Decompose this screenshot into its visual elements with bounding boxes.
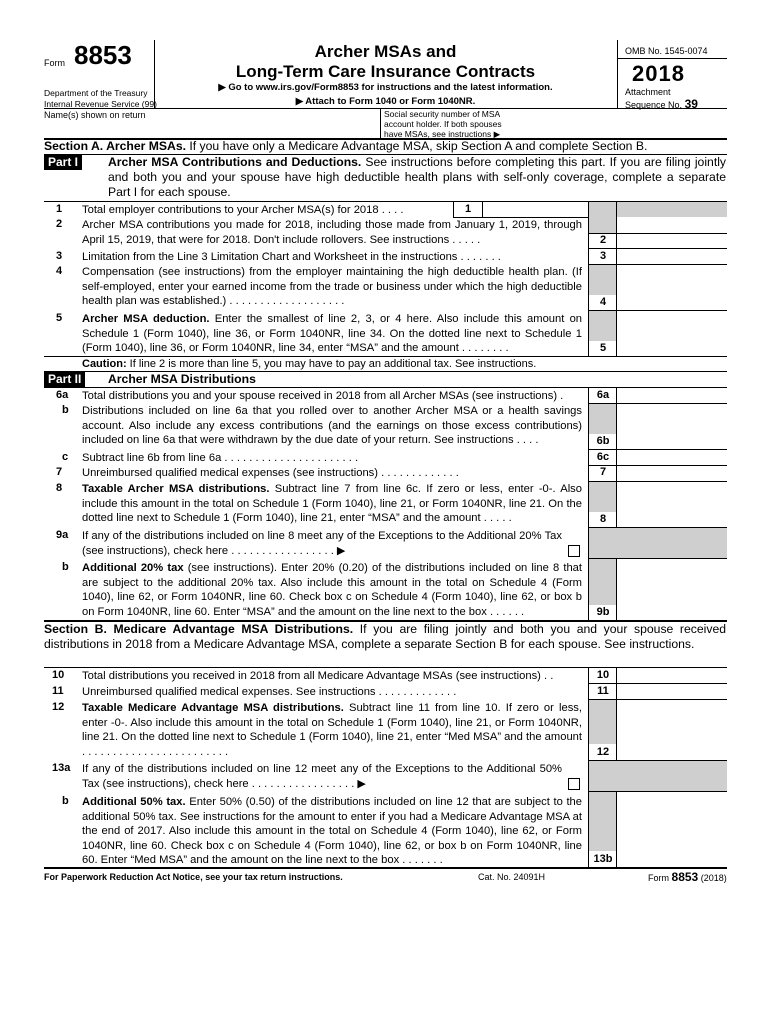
line-1-box: 1: [464, 203, 472, 215]
line-5-text: Archer MSA deduction. Enter the smallest of line 2, 3, or 4 here. Also include this amount on Schedule 1 (Form 1040), line 36, or Form 1040NR, line 34. On the dotted line next to Schedule 1 (Form 1040), line 36, or Form 1040NR, line 34, enter “MSA” and the amount . . . . . . . .: [82, 313, 583, 355]
form-number: 8853: [74, 40, 132, 70]
line-6a-box: 6a: [596, 389, 610, 401]
ssn-input[interactable]: [518, 110, 726, 136]
line-6a-num: 6a: [56, 389, 69, 401]
line-6b-input[interactable]: [617, 404, 727, 449]
line-4-box: 4: [599, 296, 607, 308]
line-13a-text: If any of the distributions included on line 12 meet any of the Exceptions to the Additional 50% Tax (see instructions), check here . . . . . . . . . . . . . . . . . ▶: [82, 763, 562, 790]
section-b-heading: Section B. Medicare Advantage MSA Distributions. If you are filing jointly and both you and your spouse received distributions in 2018 from a Medicare Advantage MSA, complete a separate Section B for each spouse. See instructions.: [44, 622, 726, 651]
line-7-box: 7: [599, 466, 607, 478]
title-line-1: Archer MSAs and: [314, 42, 457, 61]
part-2-title: Archer MSA Distributions: [108, 372, 256, 386]
line-1-text: Total employer contributions to your Archer MSA(s) for 2018 . . . .: [82, 204, 404, 216]
line-11-input[interactable]: [617, 684, 727, 699]
irs-line: Internal Revenue Service (99): [44, 99, 157, 109]
line-13b-box: 13b: [593, 853, 613, 865]
line-2-text: Archer MSA contributions you made for 2018, including those made from January 1, 2019, through April 15, 2019, that were for 2018. Don't include rollovers. See instructions . . . . .: [82, 219, 582, 246]
line-13a-checkbox[interactable]: [568, 778, 580, 790]
line-2-num: 2: [56, 218, 63, 230]
line-6c-input[interactable]: [617, 450, 727, 465]
line-12-input[interactable]: [617, 700, 727, 760]
part-1-label: Part I: [44, 155, 82, 170]
line-2-input[interactable]: [617, 218, 727, 248]
line-13b-text: Additional 50% tax. Enter 50% (0.50) of the distributions included on line 12 that are subject to the additional 50% tax. See instructions for the amount to enter if you had a Medicare Advantage MSA at the end of 2017. Also include this amount in the total on Schedule 4 (Form 1040), line 62, or Form 1040NR, line 60. Check box c on Schedule 4 (Form 1040), line 62, or box b on Form 1040NR, line 60. Enter “Med MSA” and the amount on the line next to the box . . . . . . .: [82, 796, 583, 867]
line-7-text: Unreimbursed qualified medical expenses (see instructions) . . . . . . . . . . . . .: [82, 467, 459, 479]
attach-note: ▶ Attach to Form 1040 or Form 1040NR.: [295, 96, 476, 107]
sequence-number: 39: [684, 97, 698, 111]
names-label: Name(s) shown on return: [44, 110, 146, 120]
line-11-text: Unreimbursed qualified medical expenses. See instructions . . . . . . . . . . . . .: [82, 686, 457, 698]
dept-treasury: Department of the Treasury: [44, 88, 148, 98]
caution-note: Caution: If line 2 is more than line 5, you may have to pay an additional tax. See instructions.: [82, 358, 537, 370]
line-4-num: 4: [56, 265, 63, 277]
line-6a-input[interactable]: [617, 388, 727, 403]
line-5-num: 5: [56, 312, 63, 324]
line-3-input[interactable]: [617, 249, 727, 264]
part-2-label: Part II: [44, 372, 85, 387]
tax-year: 2018: [632, 61, 685, 86]
ssn-label: Social security number of MSA account holder. If both spouses have MSAs, see instructions ▶: [384, 109, 502, 139]
line-2-box: 2: [599, 234, 607, 246]
line-5-input[interactable]: [617, 311, 727, 356]
line-6c-box: 6c: [596, 451, 610, 463]
instructions-url: ▶ Go to www.irs.gov/Form8853 for instructions and the latest information.: [218, 82, 553, 93]
line-7-input[interactable]: [617, 466, 727, 481]
line-4-input[interactable]: [617, 265, 727, 310]
line-1-num: 1: [56, 203, 63, 215]
attachment-label: Attachment: [625, 87, 671, 97]
line-8-text: Taxable Archer MSA distributions. Subtract line 7 from line 6c. If zero or less, enter -0-. Also include this amount in the total on Schedule 1 (Form 1040), line 21, or Form 1040NR, line 21. On the dotted line next to Schedule 1 (Form 1040), line 21, enter “MSA” and the amount . . . . .: [82, 483, 583, 525]
line-8-box: 8: [599, 513, 607, 525]
line-6c-text: Subtract line 6b from line 6a . . . . . . . . . . . . . . . . . . . . . .: [82, 452, 359, 464]
line-10-box: 10: [596, 669, 610, 681]
line-9a-text: If any of the distributions included on line 8 meet any of the Exceptions to the Additional 20% Tax (see instructions), check here . . . . . . . . . . . . . . . . . ▶: [82, 530, 562, 557]
paperwork-notice: For Paperwork Reduction Act Notice, see your tax return instructions.: [44, 872, 343, 882]
line-13b-input[interactable]: [617, 792, 727, 867]
line-6b-num: b: [62, 404, 69, 416]
line-4-text: Compensation (see instructions) from the employer maintaining the high deductible health plan. (If self-employed, enter your earned income from the trade or business under which the high deductible health plan was established.) . . . . . . . . . . . . . . . . . . .: [82, 266, 582, 308]
line-9b-box: 9b: [596, 606, 610, 618]
catalog-number: Cat. No. 24091H: [478, 872, 546, 882]
line-1-input[interactable]: [483, 202, 587, 217]
line-3-num: 3: [56, 250, 63, 262]
line-9a-num: 9a: [56, 529, 69, 541]
line-12-text: Taxable Medicare Advantage MSA distributions. Subtract line 11 from line 10. If zero or less, enter -0-. Also include this amount in the total on Schedule 1 (Form 1040), line 21, or Form 1040NR, line 21. On the dotted line next to Schedule 1 (Form 1040), line 21, enter “Med MSA” and the amount . . . . . . . . . . . . . . . . . . . . . . . .: [82, 702, 582, 758]
line-5-box: 5: [599, 342, 607, 354]
line-9b-text: Additional 20% tax (see instructions). Enter 20% (0.20) of the distributions included on line 8 that are subject to the additional 20% tax. Also include this amount in the total on Schedule 4 (Form 1040), line 62, or Form 1040NR, line 60. Check box c on Schedule 4 (Form 1040), line 62, or box b on Form 1040NR, line 60. Enter “MSA” and the amount on the line next to the box . . . . . .: [82, 562, 583, 618]
line-9a-checkbox[interactable]: [568, 545, 580, 557]
form-reference: Form 8853 (2018): [648, 870, 727, 884]
names-input[interactable]: [44, 120, 378, 138]
form-title: [154, 42, 617, 82]
part-1-title: Archer MSA Contributions and Deductions. See instructions before completing this part. If you are filing jointly and both you and your spouse have high deductible health plans with self-only coverage, complete a separate Part I for each spouse.: [108, 155, 727, 199]
omb-number: OMB No. 1545-0074: [625, 46, 708, 56]
line-10-num: 10: [52, 669, 65, 681]
line-7-num: 7: [56, 466, 63, 478]
line-6b-text: Distributions included on line 6a that you rolled over to another Archer MSA or a health savings account. Also include any excess contributions (and the earnings on those excess contributions) included on line 6a that were withdrawn by the due date of your return. See instructions . . . .: [82, 405, 582, 447]
line-3-box: 3: [599, 250, 607, 262]
line-3-text: Limitation from the Line 3 Limitation Chart and Worksheet in the instructions . . . . . . .: [82, 251, 501, 263]
section-a-heading: Section A. Archer MSAs. If you have only a Medicare Advantage MSA, skip Section A and complete Section B.: [44, 139, 648, 153]
line-10-text: Total distributions you received in 2018 from all Medicare Advantage MSAs (see instructions) . .: [82, 670, 554, 682]
line-13b-num: b: [62, 795, 69, 807]
line-8-num: 8: [56, 482, 63, 494]
line-11-num: 11: [52, 685, 64, 697]
line-6c-num: c: [62, 451, 69, 463]
line-10-input[interactable]: [617, 668, 727, 683]
title-line-2: Long-Term Care Insurance Contracts: [235, 62, 536, 81]
line-13a-num: 13a: [52, 762, 71, 774]
sequence-label: Sequence No. 39: [625, 97, 698, 111]
line-8-input[interactable]: [617, 482, 727, 527]
form-label: Form: [44, 58, 65, 68]
line-9b-input[interactable]: [617, 559, 727, 620]
line-6b-box: 6b: [596, 435, 610, 447]
line-12-num: 12: [52, 701, 65, 713]
line-6a-text: Total distributions you and your spouse received in 2018 from all Archer MSAs (see instructions) .: [82, 390, 564, 402]
line-9b-num: b: [62, 561, 69, 573]
line-11-box: 11: [597, 685, 609, 697]
line-12-box: 12: [596, 746, 610, 758]
